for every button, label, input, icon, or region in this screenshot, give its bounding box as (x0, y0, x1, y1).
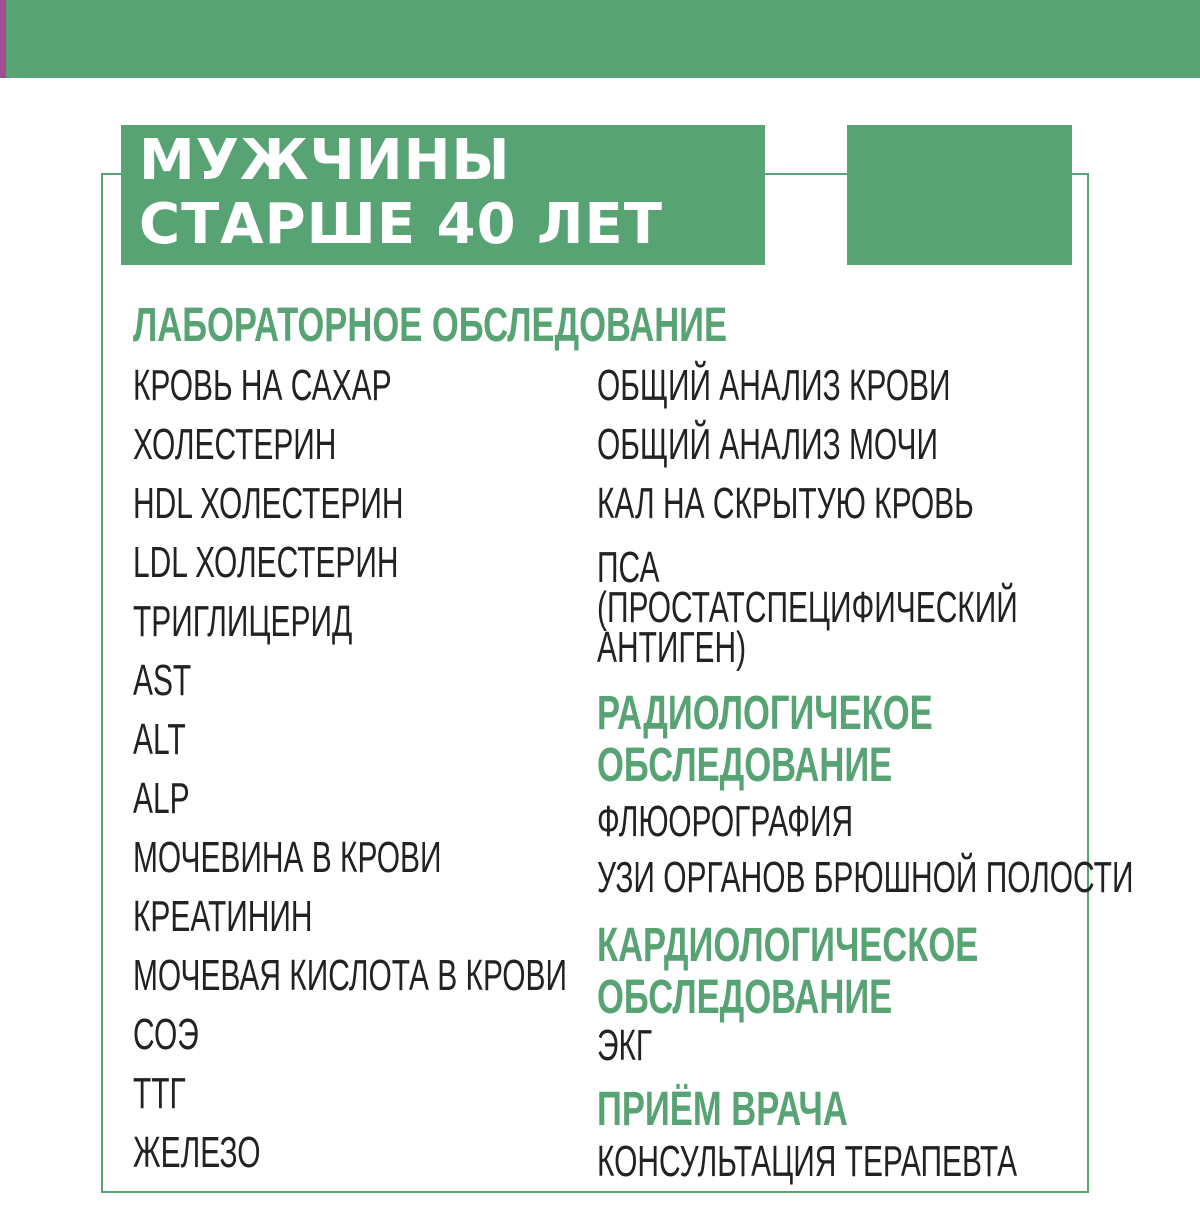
radiology-heading-line-1: РАДИОЛОГИЧЕКОЕ (597, 687, 933, 740)
doctor-heading: ПРИЁМ ВРАЧА (597, 1083, 848, 1136)
list-item: УЗИ ОРГАНОВ БРЮШНОЙ ПОЛОСТИ (597, 853, 1134, 902)
top-banner-accent-stripe (0, 0, 6, 78)
list-item: ЭКГ (597, 1021, 653, 1070)
top-banner (0, 0, 1200, 78)
list-item: ТРИГЛИЦЕРИД (133, 597, 353, 646)
list-item: ALP (133, 774, 190, 823)
psa-line-1: ПСА (597, 543, 660, 592)
title-line-2: СТАРШЕ 40 ЛЕТ (139, 192, 663, 257)
title-line-1: МУЖЧИНЫ (139, 128, 511, 193)
list-item: КРЕАТИНИН (133, 892, 313, 941)
cardiology-heading-line-1: КАРДИОЛОГИЧЕСКОЕ (597, 919, 979, 972)
list-item: ALT (133, 715, 186, 764)
list-item: СОЭ (133, 1010, 199, 1059)
list-item: КАЛ НА СКРЫТУЮ КРОВЬ (597, 479, 974, 528)
list-item: ХОЛЕСТЕРИН (133, 420, 337, 469)
list-item: МОЧЕВИНА В КРОВИ (133, 833, 442, 882)
psa-line-2: (ПРОСТАТСПЕЦИФИЧЕСКИЙ (597, 583, 1018, 632)
list-item: ЖЕЛЕЗО (133, 1128, 261, 1177)
list-item: ОБЩИЙ АНАЛИЗ КРОВИ (597, 361, 951, 410)
lab-section-heading: ЛАБОРАТОРНОЕ ОБСЛЕДОВАНИЕ (133, 299, 728, 352)
radiology-heading-line-2: ОБСЛЕДОВАНИЕ (597, 739, 893, 792)
list-item: AST (133, 656, 192, 705)
title-block (121, 125, 765, 265)
list-item: КОНСУЛЬТАЦИЯ ТЕРАПЕВТА (597, 1137, 1018, 1186)
psa-item (597, 543, 1018, 672)
decorative-block (847, 125, 1072, 265)
list-item: LDL ХОЛЕСТЕРИН (133, 538, 399, 587)
psa-line-3: АНТИГЕН) (597, 623, 747, 672)
list-item: ТТГ (133, 1069, 186, 1118)
list-item: КРОВЬ НА САХАР (133, 361, 392, 410)
lab-right-list (597, 360, 1151, 537)
list-item: ФЛЮОРОГРАФИЯ (597, 797, 854, 846)
list-item: ОБЩИЙ АНАЛИЗ МОЧИ (597, 420, 938, 469)
list-item: HDL ХОЛЕСТЕРИН (133, 479, 404, 528)
cardiology-heading-line-2: ОБСЛЕДОВАНИЕ (597, 971, 893, 1024)
list-item: МОЧЕВАЯ КИСЛОТА В КРОВИ (133, 951, 568, 1000)
